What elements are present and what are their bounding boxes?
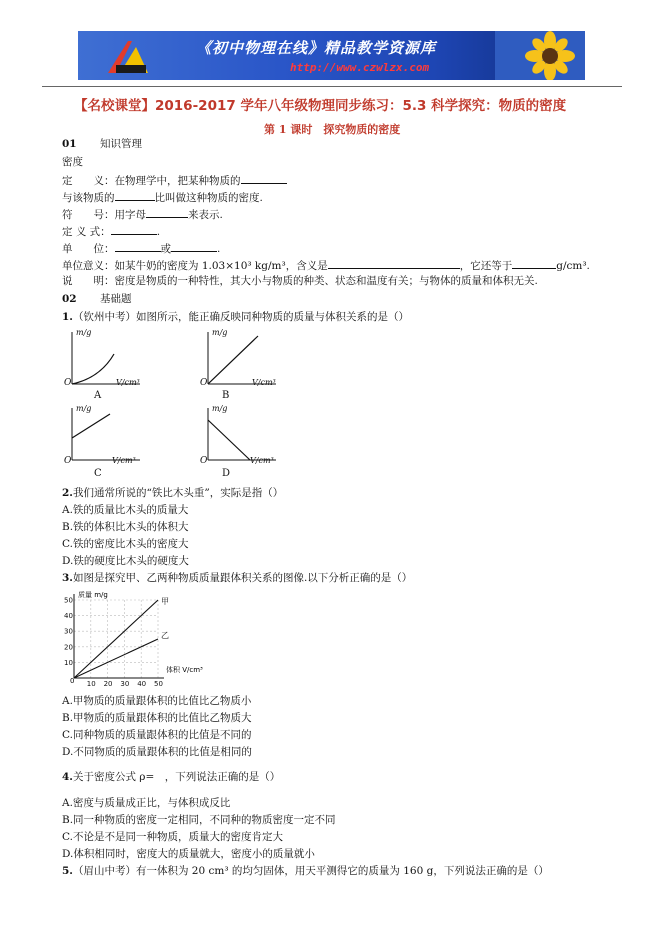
definition-text-2: 与该物质的 <box>62 192 115 204</box>
question-1-number: 1. <box>62 311 73 323</box>
density-chart <box>62 588 212 688</box>
graph-c-xlabel: V/cm³ <box>112 456 136 465</box>
blank-4[interactable] <box>111 223 157 235</box>
meaning-label: 单位意义： <box>62 260 115 272</box>
question-3 <box>62 571 412 585</box>
header-banner <box>78 31 585 80</box>
question-2-text: 我们通常所说的“铁比木头重”，实际是指（） <box>72 487 284 499</box>
graph-a-label: A <box>94 390 102 401</box>
chart-origin: 0 <box>70 677 75 685</box>
graph-d-origin: O <box>200 456 208 466</box>
definition-line <box>62 172 287 188</box>
meaning-text-2: ，它还等于 <box>459 260 513 272</box>
graph-b-origin: O <box>200 378 208 388</box>
q4-option-a: A.密度与质量成正比，与体积成反比 <box>62 797 231 809</box>
question-4 <box>62 770 280 784</box>
graph-b-label: B <box>222 390 230 401</box>
blank-1[interactable] <box>241 172 287 184</box>
formula-label: 定 义 式： <box>62 226 111 238</box>
symbol-text-2: 来表示. <box>188 209 223 221</box>
blank-2[interactable] <box>115 189 155 201</box>
sunflower-icon <box>495 31 585 80</box>
chart-xlabel: 体积 V/cm³ <box>166 666 203 674</box>
x-tick-label: 20 <box>103 680 113 688</box>
chart-ticks <box>64 597 163 689</box>
graph-d-xlabel: V/cm³ <box>250 456 274 465</box>
definition-line-2 <box>62 189 263 205</box>
blank-8[interactable] <box>512 257 556 269</box>
section1-number: 01 <box>62 138 77 150</box>
lesson-subtitle: 第 1 课时 探究物质的密度 <box>264 123 401 136</box>
section2-title: 基础题 <box>100 293 132 305</box>
page-title: 【名校课堂】2016-2017 学年八年级物理同步练习：5.3 科学探究：物质的密度 <box>74 98 567 114</box>
graph-c <box>64 404 144 464</box>
meaning-text-3: g/cm³. <box>556 260 590 272</box>
formula-end: . <box>156 226 161 238</box>
q2-option-a: A.铁的质量比木头的质量大 <box>62 504 189 516</box>
series-jia-label: 甲 <box>161 597 169 606</box>
graph-c-ylabel: m/g <box>76 404 92 413</box>
question-2-number: 2. <box>62 487 73 499</box>
q3-option-a: A.甲物质的质量跟体积的比值比乙物质小 <box>62 695 252 707</box>
graph-b-xlabel: V/cm³ <box>252 378 276 387</box>
unit-or: 或 <box>160 243 171 255</box>
unit-line <box>62 240 220 256</box>
blank-7[interactable] <box>328 257 460 269</box>
section2-number: 02 <box>62 293 77 305</box>
q3-option-b: B.甲物质的质量跟体积的比值比乙物质大 <box>62 712 252 724</box>
q4-option-d: D.体积相同时，密度大的质量就大，密度小的质量就小 <box>62 848 315 860</box>
y-tick-label: 30 <box>64 627 73 636</box>
question-5-number: 5. <box>62 865 73 877</box>
question-3-text: 如图是探究甲、乙两种物质质量跟体积关系的图像.以下分析正确的是（） <box>72 572 413 584</box>
graph-a-origin: O <box>64 378 72 388</box>
meaning-line <box>62 257 590 273</box>
blank-6[interactable] <box>171 240 217 252</box>
graph-a-ylabel: m/g <box>76 328 92 337</box>
header-rule <box>42 86 622 87</box>
question-1 <box>62 310 409 324</box>
note-label: 说 明： <box>62 275 115 287</box>
section1-title: 知识管理 <box>100 138 142 150</box>
blank-3[interactable] <box>146 206 188 218</box>
definition-label: 定 义： <box>62 175 115 187</box>
x-tick-label: 50 <box>154 680 163 688</box>
q2-option-b: B.铁的体积比木头的体积大 <box>62 521 189 533</box>
series-yi-line <box>74 639 158 678</box>
q2-option-d: D.铁的硬度比木头的硬度大 <box>62 555 189 567</box>
unit-label: 单 位： <box>62 243 115 255</box>
y-tick-label: 50 <box>64 596 73 605</box>
q2-option-c: C.铁的密度比木头的密度大 <box>62 538 189 550</box>
note-line <box>62 274 538 288</box>
graph-c-label: C <box>94 468 102 479</box>
question-3-number: 3. <box>62 572 73 584</box>
x-tick-label: 40 <box>137 680 147 688</box>
q4-option-b: B.同一种物质的密度一定相同，不同种的物质密度一定不同 <box>62 814 336 826</box>
q4-option-c: C.不论是不是同一种物质，质量大的密度肯定大 <box>62 831 283 843</box>
banner-title: 《初中物理在线》精品教学资源库 <box>196 39 437 57</box>
question-4-text: 关于密度公式 ρ= ，下列说法正确的是（） <box>72 771 281 783</box>
symbol-line <box>62 206 223 222</box>
banner-url[interactable]: http://www.czwlzx.com <box>290 61 430 74</box>
q3-option-c: C.同种物质的质量跟体积的比值是不同的 <box>62 729 252 741</box>
graph-a-xlabel: V/cm³ <box>116 378 140 387</box>
x-tick-label: 10 <box>86 680 96 688</box>
q3-option-d: D.不同物质的质量跟体积的比值是相同的 <box>62 746 252 758</box>
question-5 <box>62 864 549 878</box>
series-jia-line <box>74 600 158 678</box>
y-tick-label: 10 <box>64 658 73 667</box>
series-yi-label: 乙 <box>161 631 169 640</box>
x-tick-label: 30 <box>120 680 130 688</box>
question-2 <box>62 486 283 500</box>
definition-text-1: 在物理学中，把某种物质的 <box>114 175 241 187</box>
graph-b-ylabel: m/g <box>212 328 228 337</box>
definition-text-3: 比叫做这种物质的密度. <box>154 192 263 204</box>
symbol-text-1: 用字母 <box>114 209 146 221</box>
unit-end: . <box>217 243 221 255</box>
question-1-text: （钦州中考）如图所示，能正确反映同种物质的质量与体积关系的是（） <box>72 311 409 323</box>
graph-c-origin: O <box>64 456 72 466</box>
question-4-number: 4. <box>62 771 73 783</box>
meaning-text-1: 如某牛奶的密度为 1.03×10³ kg/m³，含义是 <box>114 260 328 272</box>
note-text: 密度是物质的一种特性，其大小与物质的种类、状态和温度有关；与物体的质量和体积无关. <box>114 275 538 287</box>
chart-ylabel: 质量 m/g <box>78 591 108 599</box>
y-tick-label: 20 <box>64 643 73 652</box>
graph-d <box>200 404 280 464</box>
symbol-label: 符 号： <box>62 209 115 221</box>
blank-5[interactable] <box>115 240 161 252</box>
chart-series <box>74 600 158 678</box>
graph-d-label: D <box>222 468 231 479</box>
question-5-text: （眉山中考）有一体积为 20 cm³ 的均匀固体，用天平测得它的质量为 160 g，下列说法正确的是（） <box>72 865 549 877</box>
y-tick-label: 40 <box>64 612 73 621</box>
graph-d-ylabel: m/g <box>212 404 228 413</box>
formula-line <box>62 223 160 239</box>
topic-density: 密度 <box>62 156 83 168</box>
logo-icon <box>106 37 150 75</box>
